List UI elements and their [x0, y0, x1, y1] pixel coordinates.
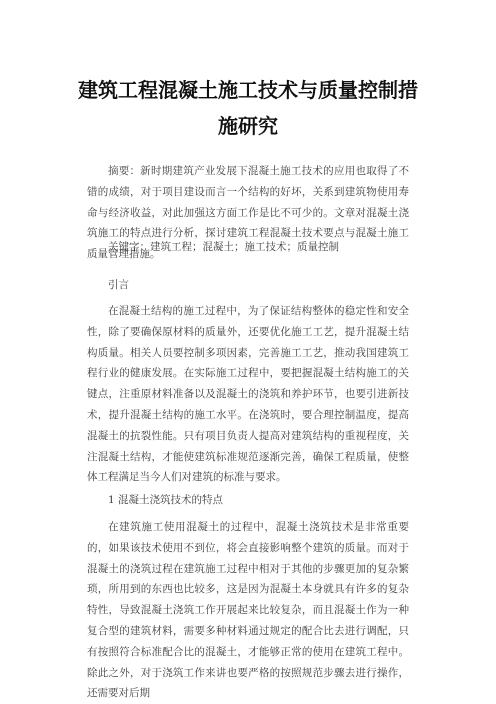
title-line-1: 建筑工程混凝土施工技术与质量控制措: [78, 78, 418, 102]
abstract-paragraph: 摘要：新时期建筑产业发展下混凝土施工技术的应用也取得了不错的成绩，对于项目建设而言一个结构的好坏，关系到建筑物使用寿命与经济收益，对此加强这方面工作是比不可少的。文章对混凝土浇筑施工的特点进行分析，探讨建筑工程混凝土技术要点与混凝土施工质量管理措施。: [87, 165, 409, 261]
intro-paragraph: 在混凝土结构的施工过程中，为了保证结构整体的稳定性和安全性，除了要确保原材料的质量外，还要优化施工工艺，提升混凝土结构质量。相关人员要控制多项因素，完善施工工艺，推动我国建筑工程行业的健康发展。在实际施工过程中，要把握混凝土结构施工的关键点，注重原材料准备以及混凝土的浇筑和养护环节，也要引进新技术，提升混凝土结构的施工水平。在浇筑时，要合理控制温度，提高混凝土的抗裂性能。只有项目负责人提高对建筑结构的重视程度，关注混凝土结构，才能使建筑标准规范逐渐完善，确保工程质量，使整体工程满足当今人们对建筑的标准与要求。: [87, 305, 409, 484]
document-title: [60, 72, 436, 144]
title-line-2: 施研究: [218, 114, 278, 138]
section-heading: 1 混凝土浇筑技术的特点: [108, 494, 224, 506]
section-paragraph: 在建筑施工使用混凝土的过程中，混凝土浇筑技术是非常重要的，如果该技术使用不到位，将会直接影响整个建筑的质量。而对于混凝土的浇筑过程在建筑施工过程中相对于其他的步骤更加的复杂繁琐，所用到的东西也比较多，这是因为混凝土本身就具有许多的复杂特性，导致混凝土浇筑工作开展起来比较复杂，而且混凝土作为一种复合型的建筑材料，需要多种材料通过规定的配合比去进行调配，只有按照符合标准配合比的混凝土，才能够正常的使用在建筑工程中。除此之外，对于浇筑工作来讲也要严格的按照规范步骤去进行操作，还需要对后期: [87, 521, 409, 700]
intro-heading: 引言: [108, 279, 129, 291]
keywords-line: 关键字：建筑工程；混凝土；施工技术；质量控制: [108, 241, 339, 253]
